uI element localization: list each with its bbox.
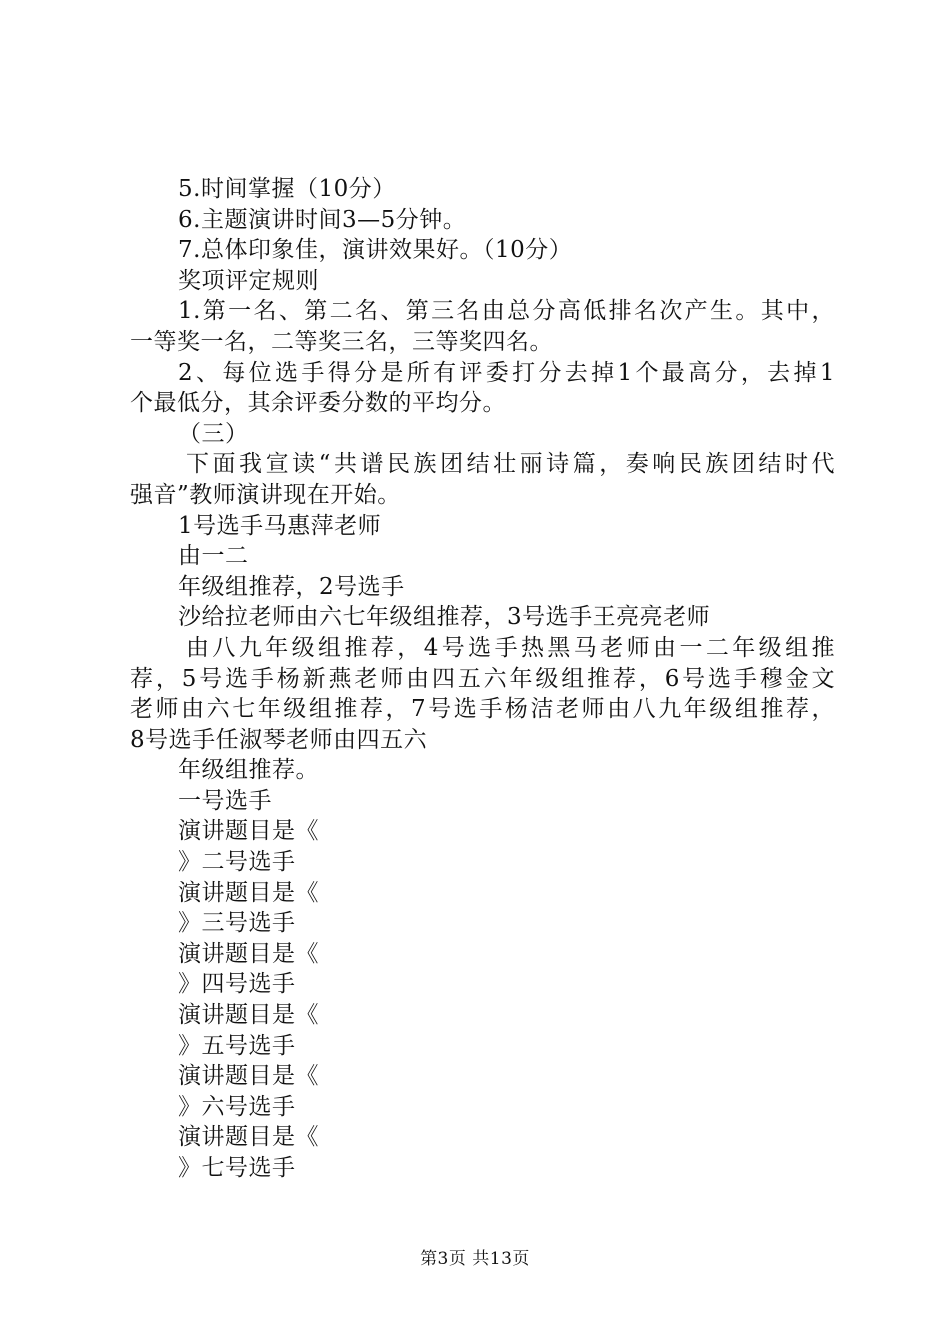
text-line: 》五号选手 [178, 1032, 296, 1059]
text-line: （三） [178, 420, 249, 447]
text-line: 演讲题目是《 [178, 1002, 319, 1029]
text-line: 一等奖一名，二等奖三名，三等奖四名。 [130, 328, 553, 355]
text-line: 演讲题目是《 [178, 1063, 319, 1090]
text-line: 8号选手任淑琴老师由四五六 [130, 726, 428, 753]
text-line: 由八九年级组推荐，4号选手热黑马老师由一二年级组推 [186, 634, 835, 661]
text-line: 7.总体印象佳，演讲效果好。（10分） [178, 237, 573, 264]
text-line: 沙给拉老师由六七年级组推荐，3号选手王亮亮老师 [178, 604, 711, 631]
text-line: 老师由六七年级组推荐，7号选手杨洁老师由八九年级组推荐， [130, 696, 835, 723]
text-line: 》二号选手 [178, 849, 296, 876]
text-line: 》七号选手 [178, 1155, 296, 1181]
text-line: 一号选手 [178, 787, 272, 814]
text-line: 个最低分，其余评委分数的平均分。 [130, 390, 506, 417]
document-body [130, 174, 835, 1184]
page-number-footer: 第3页 共13页 [420, 1249, 530, 1269]
text-line: 奖项评定规则 [178, 267, 319, 294]
text-line: 演讲题目是《 [178, 879, 319, 906]
text-line: 演讲题目是《 [178, 940, 319, 967]
text-line: 演讲题目是《 [178, 818, 319, 845]
text-line: 》三号选手 [178, 910, 296, 937]
text-line: 强音”教师演讲现在开始。 [130, 481, 401, 508]
text-line: 荐，5号选手杨新燕老师由四五六年级组推荐，6号选手穆金文 [130, 665, 835, 692]
text-line: 下面我宣读“共谱民族团结壮丽诗篇，奏响民族团结时代 [186, 451, 835, 478]
text-line: 2、每位选手得分是所有评委打分去掉1个最高分，去掉1 [178, 359, 835, 386]
text-line: 1号选手马惠萍老师 [178, 512, 382, 539]
text-line: 演讲题目是《 [178, 1124, 319, 1151]
text-line: 》四号选手 [178, 971, 296, 998]
text-line: 年级组推荐，2号选手 [178, 573, 405, 600]
text-line: 年级组推荐。 [178, 757, 319, 784]
text-line: 5.时间掌握（10分） [178, 176, 396, 202]
text-line: 6.主题演讲时间3—5分钟。 [178, 206, 467, 233]
text-line: 1.第一名、第二名、第三名由总分高低排名次产生。其中， [178, 298, 835, 325]
text-line: 》六号选手 [178, 1093, 296, 1120]
text-line: 由一二 [178, 543, 249, 570]
